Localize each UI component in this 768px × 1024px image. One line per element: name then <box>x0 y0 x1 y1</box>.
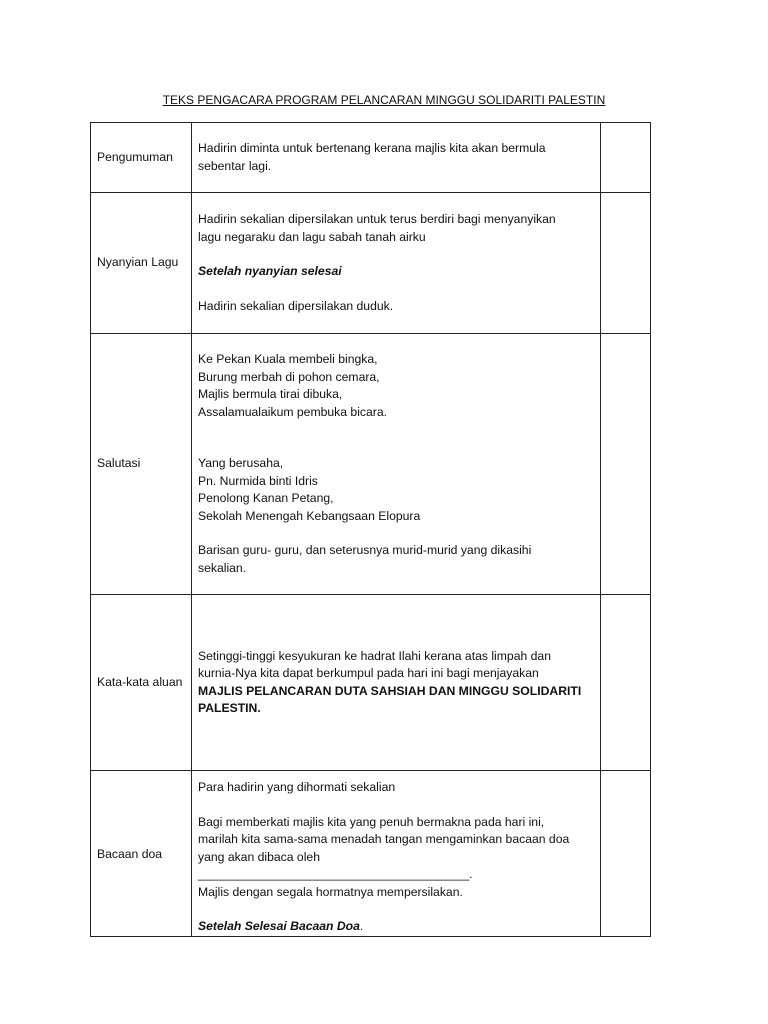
row-label: Salutasi <box>91 334 192 595</box>
address-line: Sekolah Menengah Kebangsaan Elopura <box>198 508 421 523</box>
address-line: Pn. Nurmida binti Idris <box>198 473 318 488</box>
text-line: yang akan dibaca oleh ________________________________________. <box>198 849 473 881</box>
row-label: Kata-kata aluan <box>91 595 192 771</box>
row-label: Pengumuman <box>91 123 192 193</box>
text-line: sekalian. <box>198 560 247 575</box>
pantun-line: Assalamualaikum pembuka bicara. <box>198 404 387 419</box>
pantun-line: Ke Pekan Kuala membeli bingka, <box>198 352 378 366</box>
text-line: Setinggi-tinggi kesyukuran ke hadrat Ilahi kerana atas limpah dan <box>198 648 551 663</box>
text-line: lagu negaraku dan lagu sabah tanah airku <box>198 229 426 244</box>
table-row-salutasi <box>91 334 651 595</box>
text-line: marilah kita sama-sama menadah tangan mengaminkan bacaan doa <box>198 832 570 846</box>
text-line: Hadirin sekalian dipersilakan untuk terus berdiri bagi menyanyikan <box>198 212 556 226</box>
notes-cell <box>601 334 651 595</box>
address-line: Yang berusaha, <box>198 456 284 470</box>
stage-cue: Setelah Selesai Bacaan Doa <box>198 919 360 933</box>
table-row-pengumuman <box>91 123 651 193</box>
stage-cue-period: . <box>359 919 364 933</box>
row-content <box>192 771 601 937</box>
pantun-line: Burung merbah di pohon cemara, <box>198 369 380 384</box>
text-line: Para hadirin yang dihormati sekalian <box>198 780 396 794</box>
pantun-line: Majlis bermula tirai dibuka, <box>198 387 343 401</box>
text-line: sebentar lagi. <box>198 158 272 173</box>
text-line: Hadirin sekalian dipersilakan duduk. <box>198 298 394 313</box>
event-name: PALESTIN. <box>198 701 261 715</box>
table-row-bacaan-doa <box>91 771 651 937</box>
text-line: Hadirin diminta untuk bertenang kerana majlis kita akan bermula <box>198 141 546 155</box>
notes-cell <box>601 123 651 193</box>
row-content <box>192 123 601 193</box>
text-line: Barisan guru- guru, dan seterusnya murid-murid yang dikasihi <box>198 543 532 557</box>
address-line: Penolong Kanan Petang, <box>198 491 334 505</box>
row-content <box>192 193 601 334</box>
notes-cell <box>601 193 651 334</box>
program-script-table <box>90 122 651 937</box>
text-line: Majlis dengan segala hormatnya mempersilakan. <box>198 884 463 899</box>
event-name: MAJLIS PELANCARAN DUTA SAHSIAH DAN MINGGU SOLIDARITI <box>198 683 582 698</box>
row-content <box>192 334 601 595</box>
stage-cue-line <box>198 918 594 936</box>
text-line: kurnia-Nya kita dapat berkumpul pada hari ini bagi menjayakan <box>198 666 539 680</box>
table-row-nyanyian-lagu <box>91 193 651 334</box>
row-content <box>192 595 601 771</box>
text-line: Bagi memberkati majlis kita yang penuh bermakna pada hari ini, <box>198 814 545 829</box>
row-label: Nyanyian Lagu <box>91 193 192 334</box>
stage-cue: Setelah nyanyian selesai <box>198 264 342 278</box>
row-label: Bacaan doa <box>91 771 192 937</box>
document-title: TEKS PENGACARA PROGRAM PELANCARAN MINGGU SOLIDARITI PALESTIN <box>162 93 606 107</box>
table-row-kata-kata-aluan <box>91 595 651 771</box>
notes-cell <box>601 771 651 937</box>
notes-cell <box>601 595 651 771</box>
